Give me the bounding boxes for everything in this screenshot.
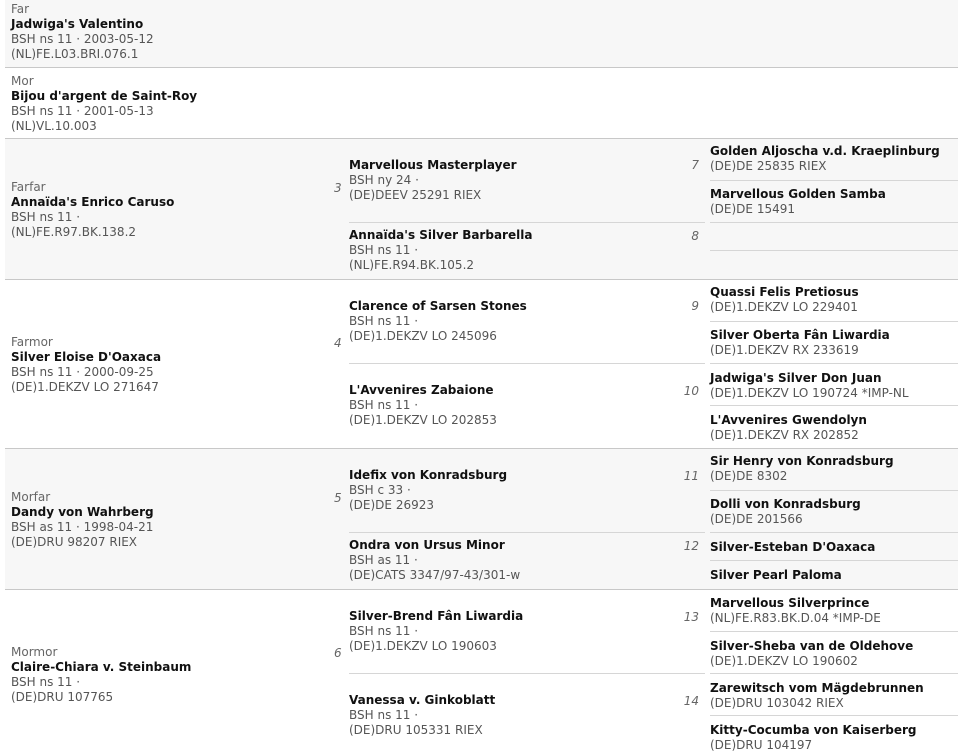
role-label: Farmor (11, 335, 53, 349)
cat-info: BSH ns 11 · 2001-05-13 (11, 104, 154, 118)
cat-name-link[interactable]: L'Avvenires Gwendolyn (710, 413, 867, 427)
cat-name-link[interactable]: Kitty-Cocumba von Kaiserberg (710, 723, 917, 737)
cat-name-link[interactable]: Marvellous Golden Samba (710, 187, 886, 201)
cat-registration: (DE)DEEV 25291 RIEX (349, 188, 482, 202)
generation-number: 9 (691, 299, 699, 313)
cat-registration: (DE)DE 25835 RIEX (710, 159, 827, 173)
ggp-cell (710, 279, 958, 321)
ggp-cell (710, 321, 958, 364)
ggp-cell-empty (710, 222, 958, 251)
generation-number: 14 (683, 694, 699, 708)
ggp-cell (710, 673, 958, 716)
cat-name-link[interactable]: Silver Oberta Fân Liwardia (710, 328, 890, 342)
ggp-cell (710, 715, 958, 756)
cat-info: BSH ns 11 · (349, 708, 419, 722)
ggp-cell-empty (710, 250, 958, 280)
great-grandparent-cell (349, 673, 705, 755)
cat-info: BSH ns 11 · (349, 243, 419, 257)
cat-registration: (DE)DE 8302 (710, 469, 788, 483)
great-grandparent-cell (349, 138, 705, 222)
cat-info: BSH ns 11 · (11, 210, 81, 224)
cat-info: BSH ns 11 · 2000-09-25 (11, 365, 154, 379)
cat-info: BSH c 33 · (349, 483, 411, 497)
cat-info: BSH ny 24 · (349, 173, 419, 187)
cat-registration: (DE)DRU 107765 (11, 690, 114, 704)
cat-registration: (DE)DE 201566 (710, 512, 803, 526)
cat-registration: (DE)DE 15491 (710, 202, 795, 216)
cat-registration: (DE)DE 26923 (349, 498, 434, 512)
cat-registration: (DE)DRU 103042 RIEX (710, 696, 844, 710)
cat-registration: (NL)FE.L03.BRI.076.1 (11, 47, 139, 61)
cat-registration: (DE)DRU 104197 (710, 738, 813, 752)
great-grandparent-cell (349, 589, 705, 673)
generation-number: 4 (334, 336, 342, 350)
cat-name-link[interactable]: Jadwiga's Valentino (11, 17, 144, 31)
cat-name-link[interactable]: Silver-Brend Fân Liwardia (349, 609, 524, 623)
cat-name-link[interactable]: Idefix von Konradsburg (349, 468, 508, 482)
cat-name-link[interactable]: Vanessa v. Ginkoblatt (349, 693, 496, 707)
cat-name-link[interactable]: Golden Aljoscha v.d. Kraeplinburg (710, 144, 940, 158)
role-label: Far (11, 2, 30, 16)
great-grandparent-cell (349, 448, 705, 532)
role-label: Mor (11, 74, 34, 88)
cat-info: BSH ns 11 · 2003-05-12 (11, 32, 154, 46)
cat-name-link[interactable]: Sir Henry von Konradsburg (710, 454, 894, 468)
cat-registration: (NL)VL.10.003 (11, 119, 97, 133)
cat-name-link[interactable]: Annaïda's Enrico Caruso (11, 195, 175, 209)
cat-registration: (DE)DRU 98207 RIEX (11, 535, 138, 549)
role-label: Morfar (11, 490, 51, 504)
generation-number: 11 (683, 469, 699, 483)
cat-info: BSH as 11 · 1998-04-21 (11, 520, 154, 534)
cat-name-link[interactable]: Silver Pearl Paloma (710, 568, 842, 582)
generation-number: 8 (691, 229, 699, 243)
role-label: Mormor (11, 645, 58, 659)
generation-number: 7 (691, 158, 699, 172)
parent-row-dam (5, 67, 958, 139)
ggp-cell (710, 560, 958, 590)
cat-name-link[interactable]: Clarence of Sarsen Stones (349, 299, 527, 313)
generation-number: 13 (683, 610, 699, 624)
cat-name-link[interactable]: Dolli von Konradsburg (710, 497, 861, 511)
parent-row-sire (5, 0, 958, 67)
ggp-cell (710, 138, 958, 180)
cat-registration: (DE)1.DEKZV LO 245096 (349, 329, 497, 343)
cat-registration: (NL)FE.R94.BK.105.2 (349, 258, 475, 272)
cat-registration: (DE)1.DEKZV RX 202852 (710, 428, 859, 442)
cat-registration: (NL)FE.R83.BK.D.04 *IMP-DE (710, 611, 881, 625)
ggp-cell (710, 180, 958, 223)
ggp-cell (710, 631, 958, 674)
cat-info: BSH ns 11 · (349, 624, 419, 638)
ggp-cell (710, 532, 958, 561)
cat-registration: (DE)1.DEKZV LO 190724 *IMP-NL (710, 386, 909, 400)
great-grandparent-cell (349, 363, 705, 448)
cat-name-link[interactable]: Zarewitsch vom Mägdebrunnen (710, 681, 924, 695)
ggp-cell (710, 589, 958, 631)
great-grandparent-cell (349, 279, 705, 363)
cat-info: BSH ns 11 · (349, 398, 419, 412)
cat-name-link[interactable]: Annaïda's Silver Barbarella (349, 228, 533, 242)
cat-name-link[interactable]: Silver Eloise D'Oaxaca (11, 350, 162, 364)
generation-number: 6 (334, 646, 342, 660)
generation-number: 10 (683, 384, 699, 398)
cat-name-link[interactable]: Silver-Sheba van de Oldehove (710, 639, 914, 653)
generation-number: 3 (334, 181, 342, 195)
cat-name-link[interactable]: L'Avvenires Zabaione (349, 383, 494, 397)
cat-name-link[interactable]: Dandy von Wahrberg (11, 505, 154, 519)
cat-registration: (DE)DRU 105331 RIEX (349, 723, 483, 737)
ggp-cell (710, 363, 958, 406)
cat-name-link[interactable]: Quassi Felis Pretiosus (710, 285, 859, 299)
cat-info: BSH ns 11 · (11, 675, 81, 689)
cat-info: BSH as 11 · (349, 553, 418, 567)
ggp-cell (710, 448, 958, 490)
cat-registration: (NL)FE.R97.BK.138.2 (11, 225, 137, 239)
cat-name-link[interactable]: Claire-Chiara v. Steinbaum (11, 660, 192, 674)
cat-name-link[interactable]: Marvellous Masterplayer (349, 158, 517, 172)
cat-name-link[interactable]: Ondra von Ursus Minor (349, 538, 505, 552)
cat-name-link[interactable]: Silver-Esteban D'Oaxaca (710, 540, 876, 554)
ggp-cell (710, 405, 958, 449)
cat-registration: (DE)1.DEKZV RX 233619 (710, 343, 859, 357)
cat-registration: (DE)1.DEKZV LO 190602 (710, 654, 858, 668)
great-grandparent-cell (349, 532, 705, 589)
ggp-cell (710, 490, 958, 533)
cat-info: BSH ns 11 · (349, 314, 419, 328)
cat-registration: (DE)1.DEKZV LO 271647 (11, 380, 159, 394)
great-grandparent-cell (349, 222, 705, 279)
role-label: Farfar (11, 180, 46, 194)
cat-name-link[interactable]: Jadwiga's Silver Don Juan (710, 371, 882, 385)
generation-number: 5 (334, 491, 342, 505)
generation-number: 12 (683, 539, 699, 553)
cat-registration: (DE)1.DEKZV LO 190603 (349, 639, 497, 653)
cat-registration: (DE)1.DEKZV LO 202853 (349, 413, 497, 427)
cat-registration: (DE)1.DEKZV LO 229401 (710, 300, 858, 314)
cat-name-link[interactable]: Bijou d'argent de Saint-Roy (11, 89, 198, 103)
cat-registration: (DE)CATS 3347/97-43/301-w (349, 568, 521, 582)
cat-name-link[interactable]: Marvellous Silverprince (710, 596, 870, 610)
